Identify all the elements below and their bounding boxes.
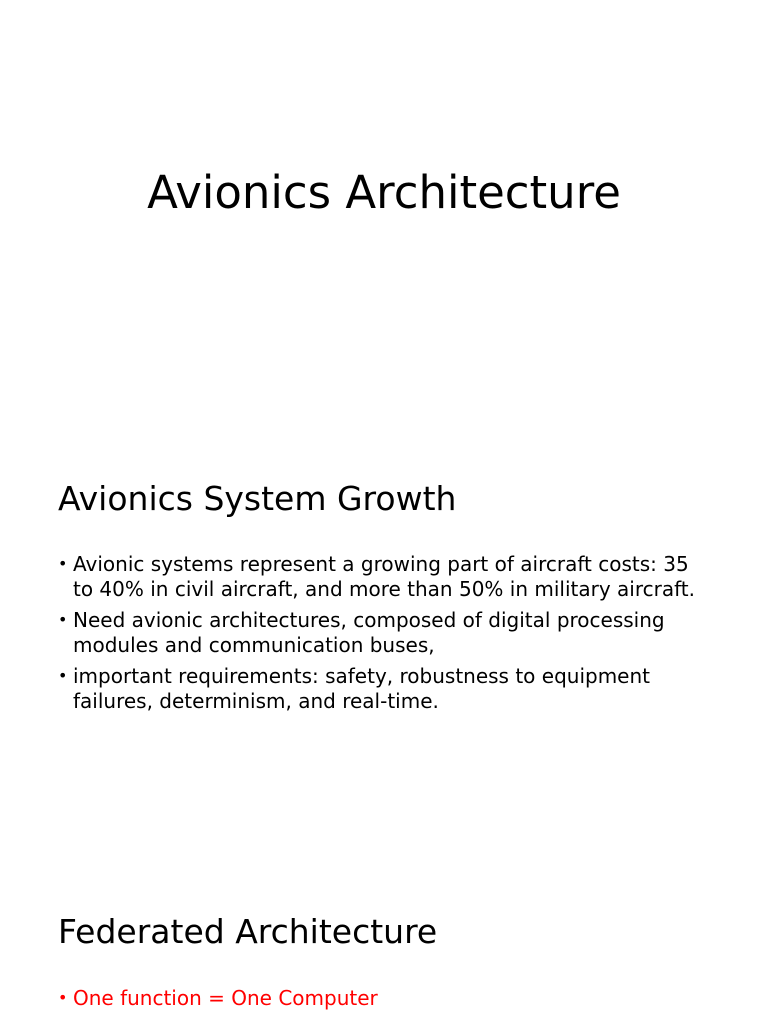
bullet-text: Need avionic architectures, composed of digital processing modules and communication buses, [73, 608, 665, 657]
bullet-item-one-function [58, 986, 708, 1011]
bullet-item-need-architectures [58, 608, 708, 657]
bullet-icon: • [58, 610, 68, 629]
bullet-icon: • [58, 988, 68, 1007]
bullet-item-requirements [58, 664, 708, 713]
bullet-icon: • [58, 666, 68, 685]
section-heading-federated-architecture: Federated Architecture [58, 912, 438, 951]
growth-bullet-list [58, 552, 708, 720]
bullet-icon: • [58, 554, 68, 573]
bullet-text: One function = One Computer [73, 986, 378, 1010]
slide-title: Avionics Architecture [147, 166, 621, 219]
bullet-item-avionic-costs [58, 552, 708, 601]
bullet-text: important requirements: safety, robustness to equipment failures, determinism, and real-time. [73, 664, 651, 713]
bullet-text: Avionic systems represent a growing part of aircraft costs: 35 to 40% in civil aircraft, and more than 50% in military aircraft. [73, 552, 695, 601]
federated-bullet-list [58, 986, 708, 1018]
section-heading-avionics-system-growth: Avionics System Growth [58, 479, 457, 518]
